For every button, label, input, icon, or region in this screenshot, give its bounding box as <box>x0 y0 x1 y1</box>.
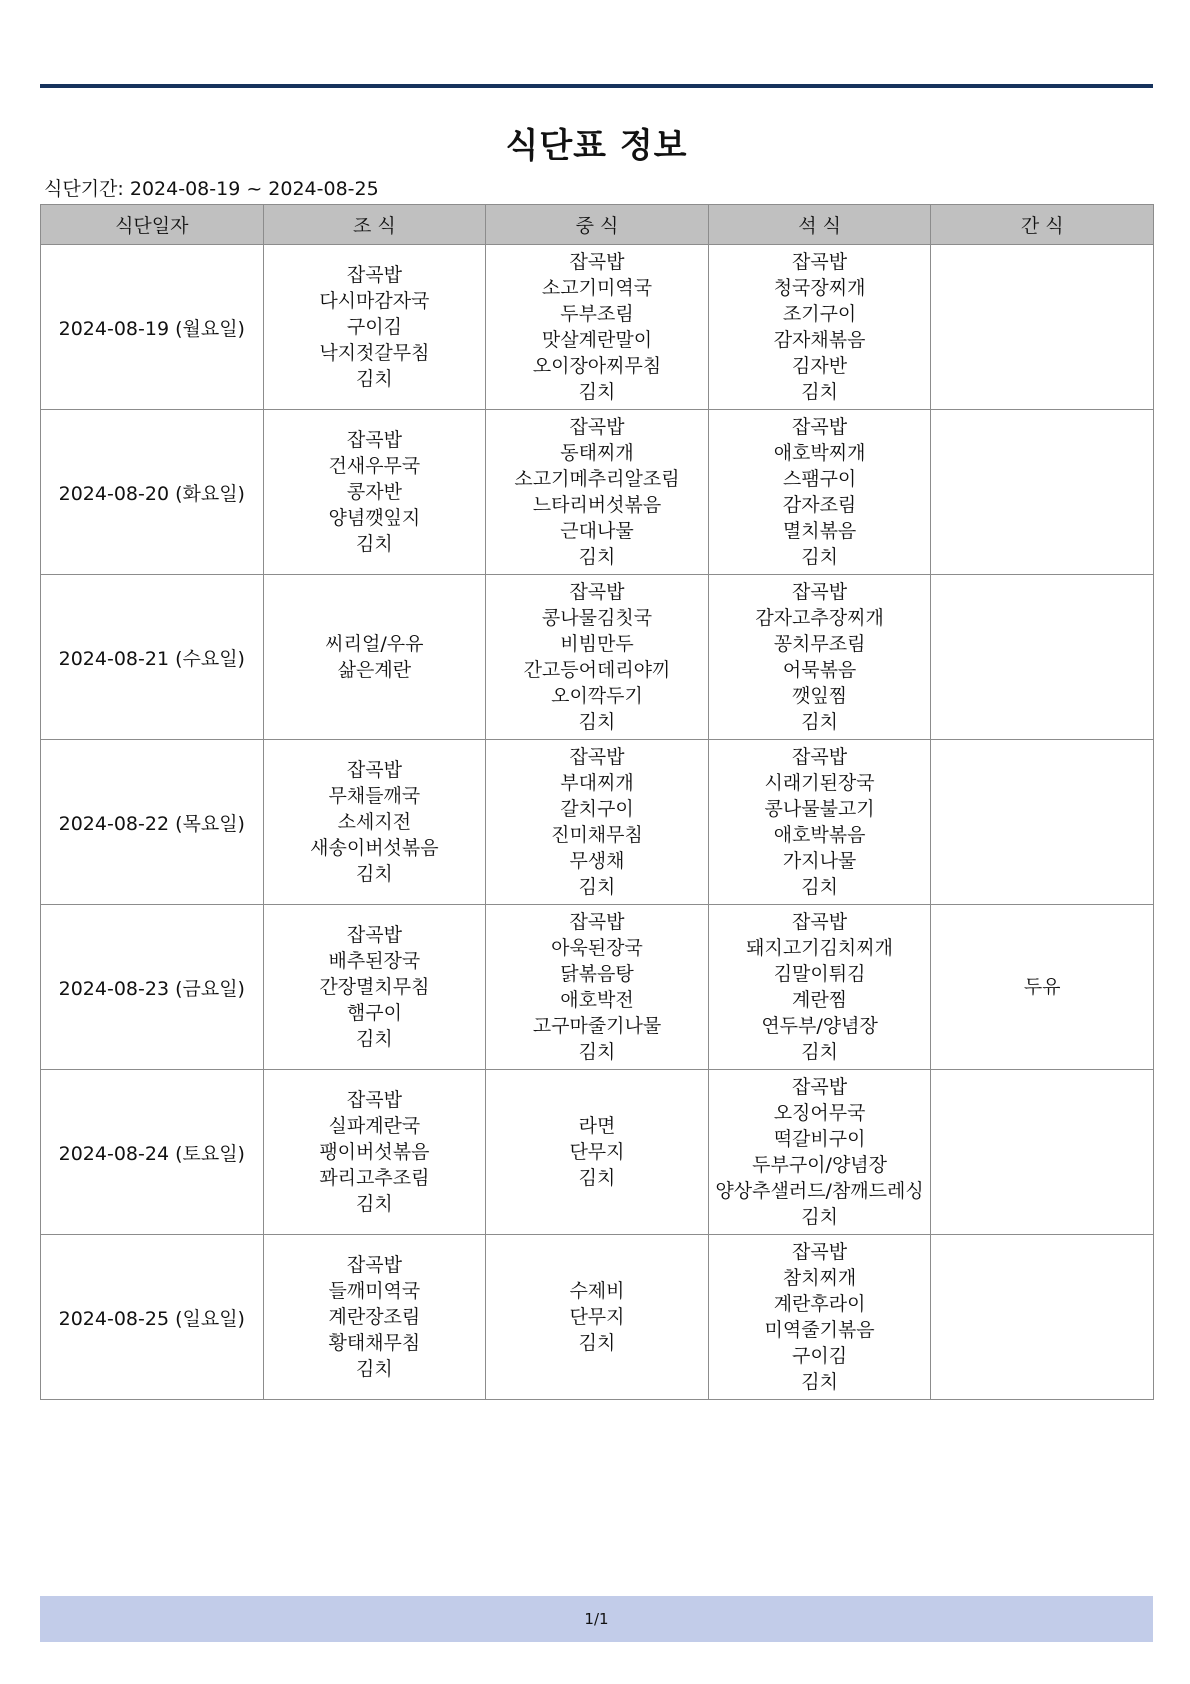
dish-item: 무채들깨국 <box>328 785 421 807</box>
dish-item: 콩자반 <box>346 481 402 503</box>
date-cell: 2024-08-23 (금요일) <box>41 905 264 1070</box>
dish-item: 잡곡밥 <box>569 911 625 933</box>
dish-item: 소세지전 <box>337 811 412 833</box>
dish-item: 들깨미역국 <box>328 1280 421 1302</box>
dish-item: 삶은계란 <box>337 659 412 681</box>
dish-item: 김치 <box>801 711 838 733</box>
dish-item: 구이김 <box>346 316 402 338</box>
dish-item: 비빔만두 <box>560 633 634 655</box>
lunch-cell <box>486 905 709 1070</box>
dish-item: 애호박볶음 <box>773 824 866 846</box>
dish-item: 잡곡밥 <box>346 924 402 946</box>
date-cell: 2024-08-21 (수요일) <box>41 575 264 740</box>
dish-item: 배추된장국 <box>328 950 421 972</box>
snack-cell <box>931 410 1154 575</box>
dish-item: 근대나물 <box>560 520 634 542</box>
table-row <box>41 740 1154 905</box>
date-cell: 2024-08-22 (목요일) <box>41 740 264 905</box>
dish-item: 양상추샐러드/참깨드레싱 <box>715 1180 924 1202</box>
header-lunch: 중 식 <box>486 205 709 245</box>
dish-item: 오이장아찌무침 <box>532 355 662 377</box>
dish-item: 아욱된장국 <box>551 937 643 959</box>
dish-item: 잡곡밥 <box>792 581 848 603</box>
dish-item: 김치 <box>356 368 393 390</box>
dish-item: 동태찌개 <box>560 442 634 464</box>
dish-item: 미역줄기볶음 <box>764 1319 875 1341</box>
meal-table <box>40 204 1154 1400</box>
dish-item: 참치찌개 <box>782 1267 857 1289</box>
dish-item: 잡곡밥 <box>346 759 402 781</box>
dinner-cell <box>708 1070 931 1235</box>
snack-cell <box>931 245 1154 410</box>
snack-cell <box>931 575 1154 740</box>
table-row <box>41 410 1154 575</box>
dish-item: 다시마감자국 <box>319 290 430 312</box>
table-row <box>41 905 1154 1070</box>
meal-period: 식단기간: 2024-08-19 ~ 2024-08-25 <box>44 178 379 200</box>
dish-item: 새송이버섯볶음 <box>310 837 439 859</box>
dish-item: 김치 <box>356 1358 393 1380</box>
dish-item: 부대찌개 <box>560 772 634 794</box>
dish-item: 김치 <box>578 381 616 403</box>
dish-item: 돼지고기김치찌개 <box>746 937 893 959</box>
dish-item: 깻잎찜 <box>792 685 848 707</box>
dish-item: 청국장찌개 <box>773 277 866 299</box>
dish-item: 김말이튀김 <box>773 963 866 985</box>
dish-item: 김치 <box>356 1028 393 1050</box>
breakfast-cell <box>263 410 486 575</box>
dish-item: 잡곡밥 <box>569 581 625 603</box>
snack-cell <box>931 1070 1154 1235</box>
dish-item: 햄구이 <box>346 1002 402 1024</box>
dish-item: 김치 <box>578 1041 616 1063</box>
dish-item: 잡곡밥 <box>792 251 848 273</box>
dish-item: 잡곡밥 <box>792 746 848 768</box>
dish-item: 실파계란국 <box>328 1115 421 1137</box>
dish-item: 잡곡밥 <box>569 416 625 438</box>
page-footer <box>40 1596 1153 1642</box>
dish-item: 잡곡밥 <box>346 429 402 451</box>
dish-item: 시래기된장국 <box>764 772 875 794</box>
snack-cell <box>931 1235 1154 1400</box>
snack-cell <box>931 740 1154 905</box>
table-body <box>41 245 1154 1400</box>
dish-item: 떡갈비구이 <box>773 1128 866 1150</box>
dish-item: 단무지 <box>569 1141 625 1163</box>
table-row <box>41 245 1154 410</box>
dinner-cell <box>708 410 931 575</box>
dish-item: 김치 <box>578 546 616 568</box>
dish-item: 간고등어데리야끼 <box>523 659 671 681</box>
dish-item: 감자채볶음 <box>773 329 866 351</box>
dish-item: 낙지젓갈무침 <box>319 342 430 364</box>
dish-item: 오징어무국 <box>773 1102 866 1124</box>
dish-item: 연두부/양념장 <box>761 1015 878 1037</box>
dish-item: 닭볶음탕 <box>560 963 634 985</box>
dish-item: 잡곡밥 <box>792 1076 848 1098</box>
dish-item: 양념깻잎지 <box>328 507 421 529</box>
date-cell: 2024-08-20 (화요일) <box>41 410 264 575</box>
lunch-cell <box>486 1070 709 1235</box>
dish-item: 어묵볶음 <box>782 659 857 681</box>
dish-item: 계란장조림 <box>328 1306 421 1328</box>
dinner-cell <box>708 905 931 1070</box>
dish-item: 김치 <box>578 1332 616 1354</box>
dish-item: 맛살계란말이 <box>541 329 653 351</box>
dish-item: 간장멸치무침 <box>319 976 430 998</box>
breakfast-cell <box>263 245 486 410</box>
lunch-cell <box>486 1235 709 1400</box>
dish-item: 가지나물 <box>782 850 857 872</box>
breakfast-cell <box>263 740 486 905</box>
dish-item: 조기구이 <box>782 303 857 325</box>
dish-item: 김치 <box>801 381 838 403</box>
breakfast-cell <box>263 1070 486 1235</box>
dish-item: 감자조림 <box>782 494 857 516</box>
dish-item: 꽁치무조림 <box>773 633 866 655</box>
dish-item: 김자반 <box>792 355 848 377</box>
dish-item: 김치 <box>801 1206 838 1228</box>
dish-item: 계란찜 <box>792 989 848 1011</box>
breakfast-cell <box>263 1235 486 1400</box>
snack-cell <box>931 905 1154 1070</box>
dish-item: 잡곡밥 <box>792 911 848 933</box>
dish-item: 콩나물불고기 <box>764 798 875 820</box>
dinner-cell <box>708 575 931 740</box>
date-cell: 2024-08-25 (일요일) <box>41 1235 264 1400</box>
dish-item: 진미채무침 <box>551 824 643 846</box>
dish-item: 애호박찌개 <box>773 442 866 464</box>
dish-item: 감자고추장찌개 <box>755 607 884 629</box>
dish-item: 팽이버섯볶음 <box>319 1141 430 1163</box>
table-header-row <box>41 205 1154 245</box>
dish-item: 라면 <box>578 1115 616 1137</box>
dish-item: 두부조림 <box>560 303 634 325</box>
dish-item: 잡곡밥 <box>346 264 402 286</box>
header-snack: 간 식 <box>931 205 1154 245</box>
dish-item: 씨리얼/우유 <box>325 633 424 655</box>
table-row <box>41 1070 1154 1235</box>
dish-item: 잡곡밥 <box>792 416 848 438</box>
dish-item: 잡곡밥 <box>792 1241 848 1263</box>
dish-item: 김치 <box>578 876 616 898</box>
dish-item: 소고기미역국 <box>541 277 653 299</box>
table-row <box>41 575 1154 740</box>
dinner-cell <box>708 740 931 905</box>
page-number: 1/1 <box>584 1610 609 1628</box>
dish-item: 멸치볶음 <box>782 520 857 542</box>
dish-item: 오이깍두기 <box>551 685 643 707</box>
dish-item: 고구마줄기나물 <box>532 1015 662 1037</box>
dish-item: 애호박전 <box>560 989 634 1011</box>
dish-item: 수제비 <box>569 1280 625 1302</box>
table-row <box>41 1235 1154 1400</box>
dish-item: 김치 <box>801 1371 838 1393</box>
dinner-cell <box>708 245 931 410</box>
header-breakfast: 조 식 <box>263 205 486 245</box>
dish-item: 김치 <box>356 1193 393 1215</box>
dish-item: 잡곡밥 <box>346 1254 402 1276</box>
dish-item: 김치 <box>801 876 838 898</box>
dinner-cell <box>708 1235 931 1400</box>
top-rule <box>40 84 1153 88</box>
dish-item: 건새우무국 <box>328 455 421 477</box>
header-date: 식단일자 <box>41 205 264 245</box>
dish-item: 김치 <box>578 1167 616 1189</box>
dish-item: 소고기메추리알조림 <box>514 468 680 490</box>
dish-item: 김치 <box>801 546 838 568</box>
dish-item: 무생채 <box>569 850 625 872</box>
breakfast-cell <box>263 905 486 1070</box>
dish-item: 꽈리고추조림 <box>319 1167 430 1189</box>
dish-item: 두부구이/양념장 <box>752 1154 888 1176</box>
dish-item: 김치 <box>356 863 393 885</box>
dish-item: 단무지 <box>569 1306 625 1328</box>
lunch-cell <box>486 245 709 410</box>
dish-item: 두유 <box>1023 976 1061 998</box>
dish-item: 콩나물김칫국 <box>541 607 653 629</box>
dish-item: 잡곡밥 <box>569 746 625 768</box>
date-cell: 2024-08-24 (토요일) <box>41 1070 264 1235</box>
lunch-cell <box>486 575 709 740</box>
dish-item: 스팸구이 <box>782 468 857 490</box>
header-dinner: 석 식 <box>708 205 931 245</box>
lunch-cell <box>486 410 709 575</box>
page-title: 식단표 정보 <box>505 126 688 166</box>
dish-item: 김치 <box>801 1041 838 1063</box>
dish-item: 잡곡밥 <box>346 1089 402 1111</box>
dish-item: 황태채무침 <box>328 1332 421 1354</box>
breakfast-cell <box>263 575 486 740</box>
date-cell: 2024-08-19 (월요일) <box>41 245 264 410</box>
dish-item: 갈치구이 <box>560 798 634 820</box>
dish-item: 잡곡밥 <box>569 251 625 273</box>
dish-item: 구이김 <box>792 1345 848 1367</box>
dish-item: 김치 <box>356 533 393 555</box>
dish-item: 느타리버섯볶음 <box>532 494 662 516</box>
dish-item: 김치 <box>578 711 616 733</box>
lunch-cell <box>486 740 709 905</box>
dish-item: 계란후라이 <box>773 1293 866 1315</box>
